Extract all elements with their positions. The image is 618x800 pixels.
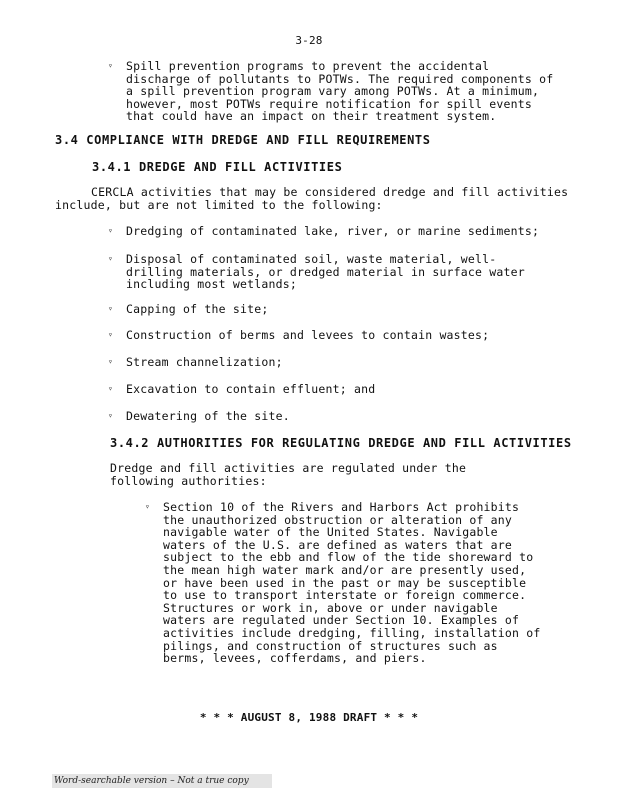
subsection-heading: 3.4.1 DREDGE AND FILL ACTIVITIES — [92, 160, 343, 174]
section-heading: 3.4 COMPLIANCE WITH DREDGE AND FILL REQUIREMENTS — [55, 133, 431, 147]
bullet-icon: ▿ — [108, 254, 114, 263]
list-item-text: Disposal of contaminated soil, waste material, well-drilling materials, or dredged material in surface water including most wetlands; — [126, 252, 525, 292]
list-item-text: Capping of the site; — [126, 302, 269, 316]
list-item-text: Construction of berms and levees to contain wastes; — [126, 328, 490, 342]
list-item-text: Spill prevention programs to prevent the accidental discharge of pollutants to POTWs. The required components of a spill prevention program vary among POTWs. At a minimum, however, most POTWs require notification for spill events that could have an impact on their treatment system. — [126, 59, 554, 124]
bullet-icon: ▿ — [145, 502, 151, 511]
paragraph: Dredge and fill activities are regulated under the following authorities: — [110, 461, 467, 488]
bullet-icon: ▿ — [108, 330, 114, 339]
subsection-heading: 3.4.2 AUTHORITIES FOR REGULATING DREDGE AND FILL ACTIVITIES — [110, 436, 572, 450]
bullet-icon: ▿ — [108, 304, 114, 313]
bullet-icon: ▿ — [108, 357, 114, 366]
bullet-icon: ▿ — [108, 411, 114, 420]
bullet-icon: ▿ — [108, 226, 114, 235]
bullet-icon: ▿ — [108, 384, 114, 393]
watermark-banner: Word-searchable version – Not a true copy — [52, 774, 272, 788]
draft-footer: * * * AUGUST 8, 1988 DRAFT * * * — [199, 711, 419, 724]
list-item-text: Dewatering of the site. — [126, 409, 290, 423]
paragraph: CERCLA activities that may be considered dredge and fill activities include, but are not limited to the following: — [55, 185, 569, 212]
bullet-icon: ▿ — [108, 61, 114, 70]
list-item-text: Stream channelization; — [126, 355, 283, 369]
list-item-text: Section 10 of the Rivers and Harbors Act prohibits the unauthorized obstruction or alteration of any navigable water of the United States. Navigable waters of the U.S. are defined as waters that are subject to the ebb and flow of the tide shoreward to the mean high water mark and/or are presently used, or have been used in the past or may be susceptible to use to transport interstate or foreign commerce. Structures or work in, above or under navigable waters are regulated under Section 10. Examples of activities include dredging, filling, installation of pilings, and construction of structures such as berms, levees, cofferdams, and piers. — [163, 500, 541, 666]
list-item-text: Excavation to contain effluent; and — [126, 382, 376, 396]
page-number: 3-28 — [295, 34, 323, 47]
list-item-text: Dredging of contaminated lake, river, or marine sediments; — [126, 224, 540, 238]
